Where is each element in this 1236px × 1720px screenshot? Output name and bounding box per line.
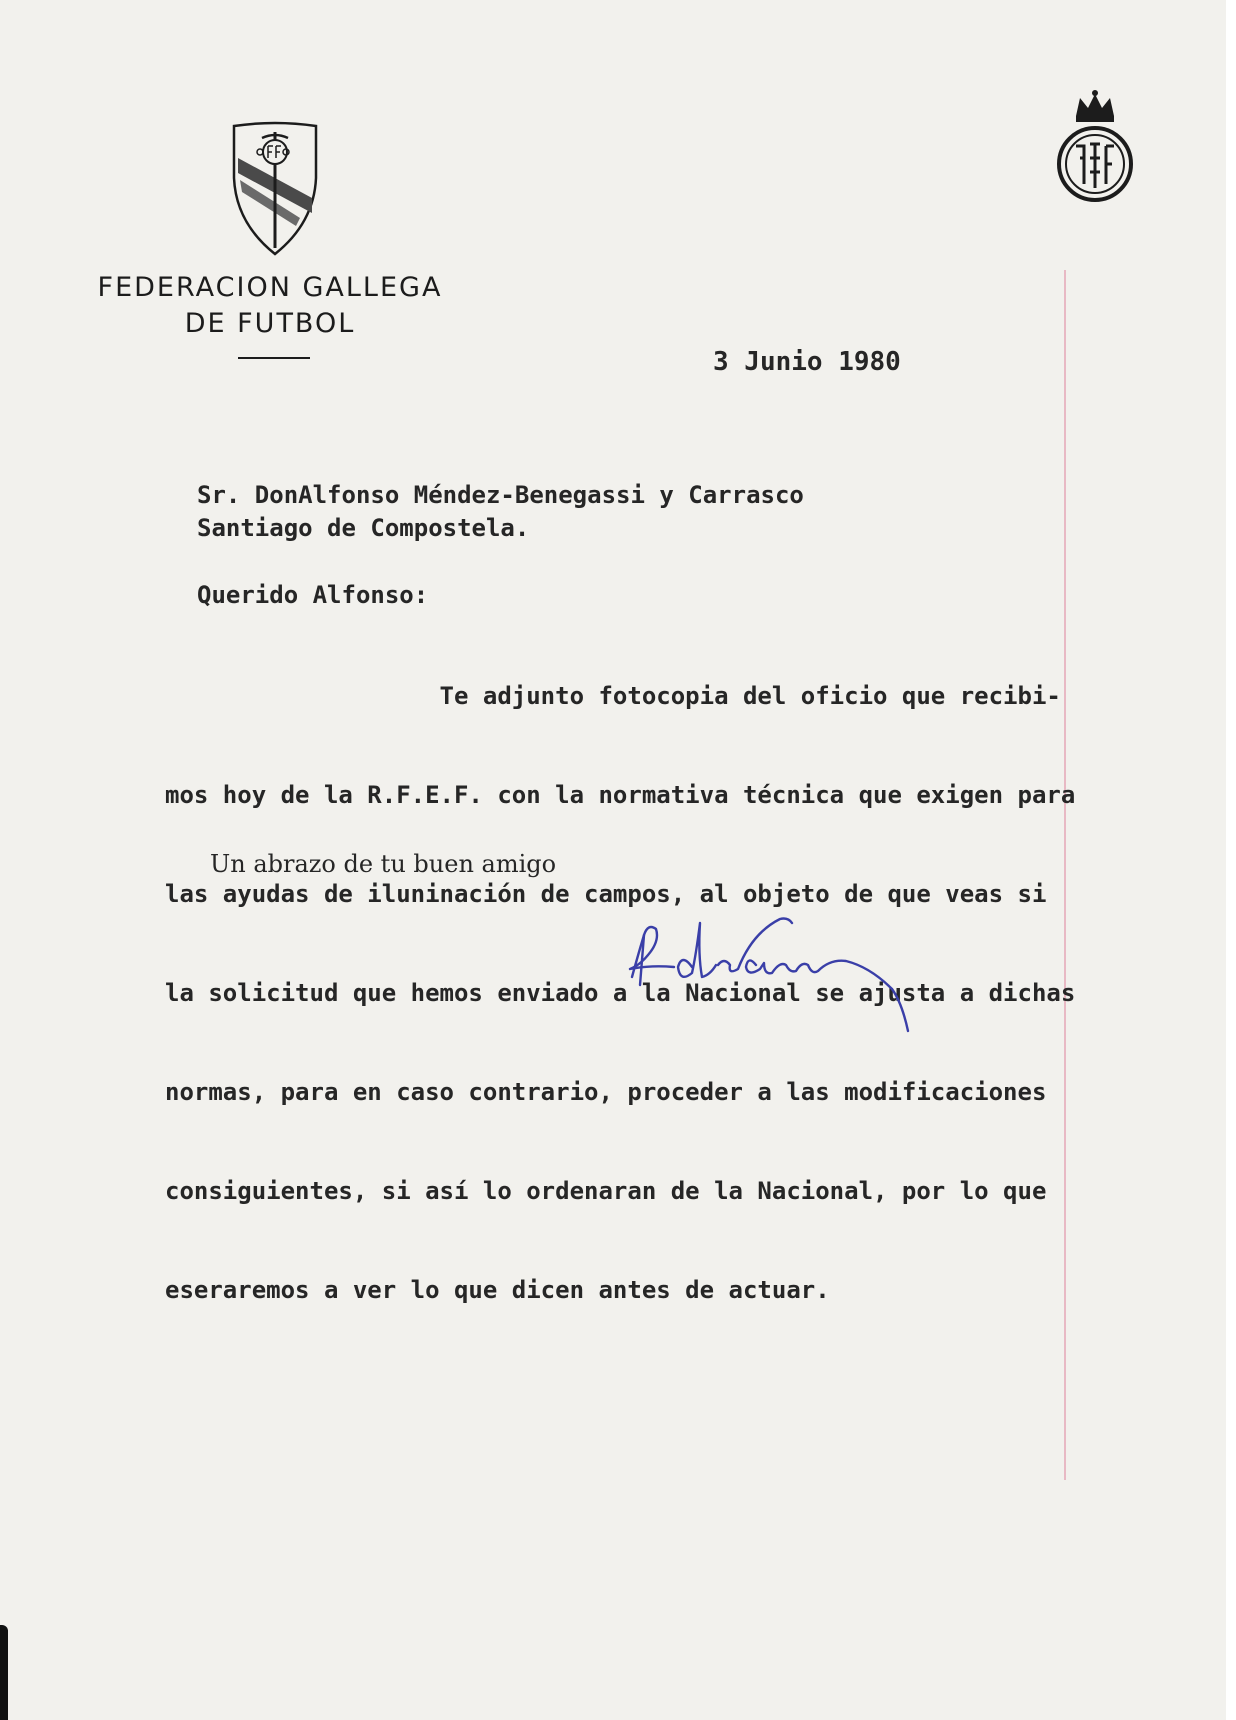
letterhead-line1: FEDERACION GALLEGA — [97, 272, 443, 303]
rfef-crowned-crest-icon — [1054, 88, 1136, 206]
scan-artifact — [0, 1625, 8, 1720]
letter-date: 3 Junio 1980 — [713, 347, 901, 377]
recipient-city: Santiago de Compostela. — [197, 514, 530, 542]
body-line: Te adjunto fotocopia del oficio que recibi- — [165, 682, 1061, 710]
letterhead-rule — [238, 357, 310, 359]
federacion-gallega-shield-icon — [230, 118, 320, 258]
salutation: Querido Alfonso: — [197, 581, 429, 609]
recipient-name: Sr. DonAlfonso Méndez-Benegassi y Carrasco — [197, 481, 804, 509]
body-line: normas, para en caso contrario, proceder a las modificaciones — [165, 1078, 1047, 1106]
body-line: consiguientes, si así lo ordenaran de la Nacional, por lo que — [165, 1177, 1047, 1205]
letterhead — [70, 270, 470, 342]
letterhead-line2: DE FUTBOL — [184, 308, 356, 339]
body-line: la solicitud que hemos enviado a la Nacional se ajusta a dichas — [165, 979, 1076, 1007]
page-edge — [1226, 0, 1236, 1720]
closing: Un abrazo de tu buen amigo — [210, 850, 557, 878]
body-line: eseraremos a ver lo que dicen antes de actuar. — [165, 1276, 830, 1304]
handwritten-signature-icon — [620, 895, 1000, 1045]
body-line: las ayudas de iluninación de campos, al objeto de que veas si — [165, 880, 1047, 908]
body-line: mos hoy de la R.F.E.F. con la normativa técnica que exigen para — [165, 781, 1076, 809]
